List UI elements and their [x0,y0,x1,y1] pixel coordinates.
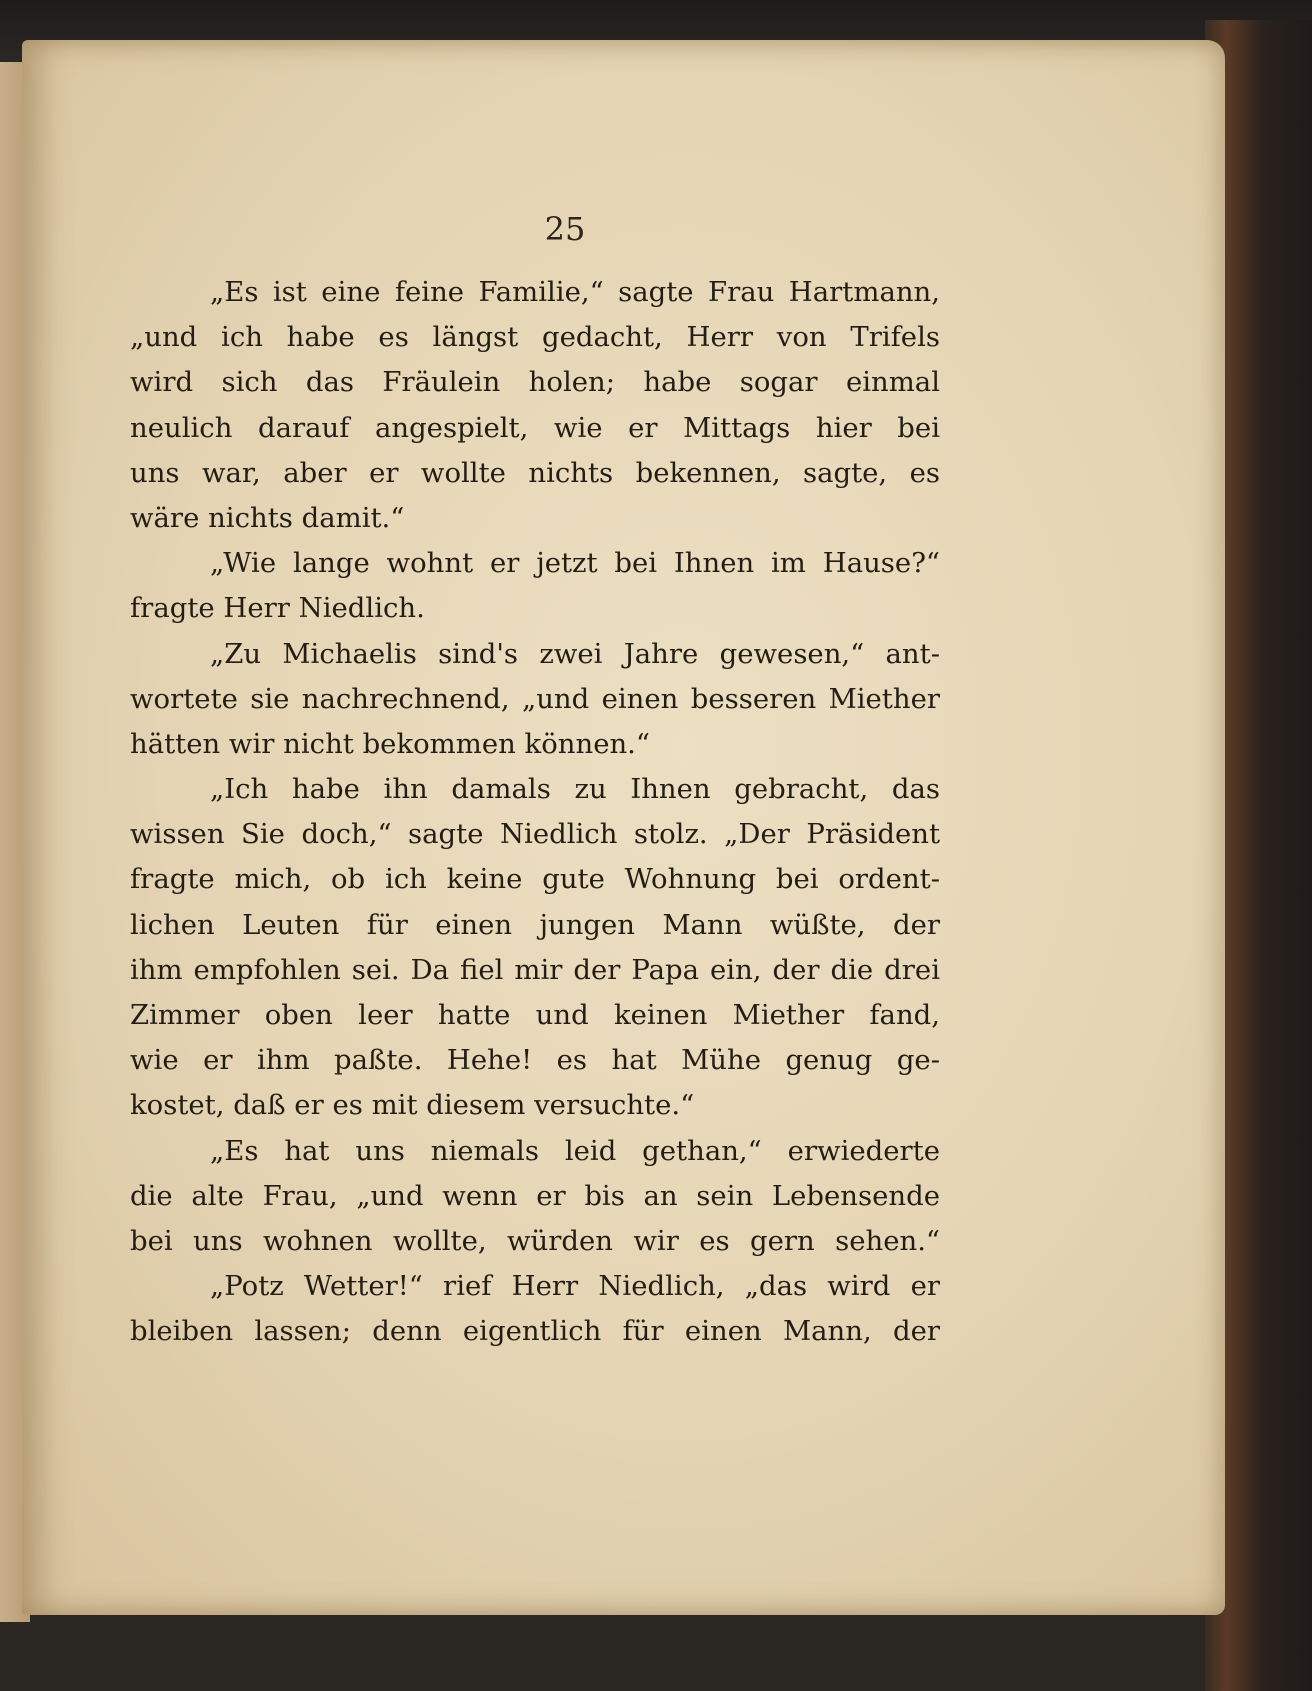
text-line: wie er ihm paßte. Hehe! es hat Mühe genug ge- [130,1044,940,1077]
text-line: „Zu Michaelis sind's zwei Jahre gewesen,“ ant- [210,637,940,670]
text-line: fragte mich, ob ich keine gute Wohnung bei ordent- [130,863,940,896]
text-line: uns war, aber er wollte nichts bekennen, sagte, es [130,456,940,489]
text-line: bei uns wohnen wollte, würden wir es gern sehen.“ [130,1224,940,1257]
text-line: „und ich habe es längst gedacht, Herr von Trifels [130,321,940,354]
page-text [130,270,940,1355]
text-line: wortete sie nachrechnend, „und einen besseren Miether [130,682,940,715]
text-line: die alte Frau, „und wenn er bis an sein Lebensende [130,1179,940,1212]
text-line: bleiben lassen; denn eigentlich für einen Mann, der [130,1315,940,1348]
text-line: hätten wir nicht bekommen können.“ [130,727,650,760]
text-line: wissen Sie doch,“ sagte Niedlich stolz. „Der Präsident [130,818,940,851]
text-line: Zimmer oben leer hatte und keinen Miether fand, [130,999,940,1031]
text-line: „Ich habe ihn damals zu Ihnen gebracht, das [210,773,940,806]
page-number: 25 [544,210,586,248]
text-line: kostet, daß er es mit diesem versuchte.“ [130,1089,695,1122]
text-line: „Potz Wetter!“ rief Herr Niedlich, „das wird er [210,1270,940,1303]
text-line: „Es hat uns niemals leid gethan,“ erwiederte [210,1134,940,1167]
text-line: wird sich das Fräulein holen; habe sogar einmal [130,366,940,399]
text-line: wäre nichts damit.“ [130,501,405,534]
text-line: neulich darauf angespielt, wie er Mittags hier bei [130,411,940,444]
text-line: „Es ist eine feine Familie,“ sagte Frau Hartmann, [210,276,940,308]
text-line: „Wie lange wohnt er jetzt bei Ihnen im Hause?“ [210,547,940,580]
text-line: fragte Herr Niedlich. [130,592,425,625]
text-line: ihm empfohlen sei. Da fiel mir der Papa ein, der die drei [130,953,940,986]
text-line: lichen Leuten für einen jungen Mann wüßte, der [130,908,940,941]
